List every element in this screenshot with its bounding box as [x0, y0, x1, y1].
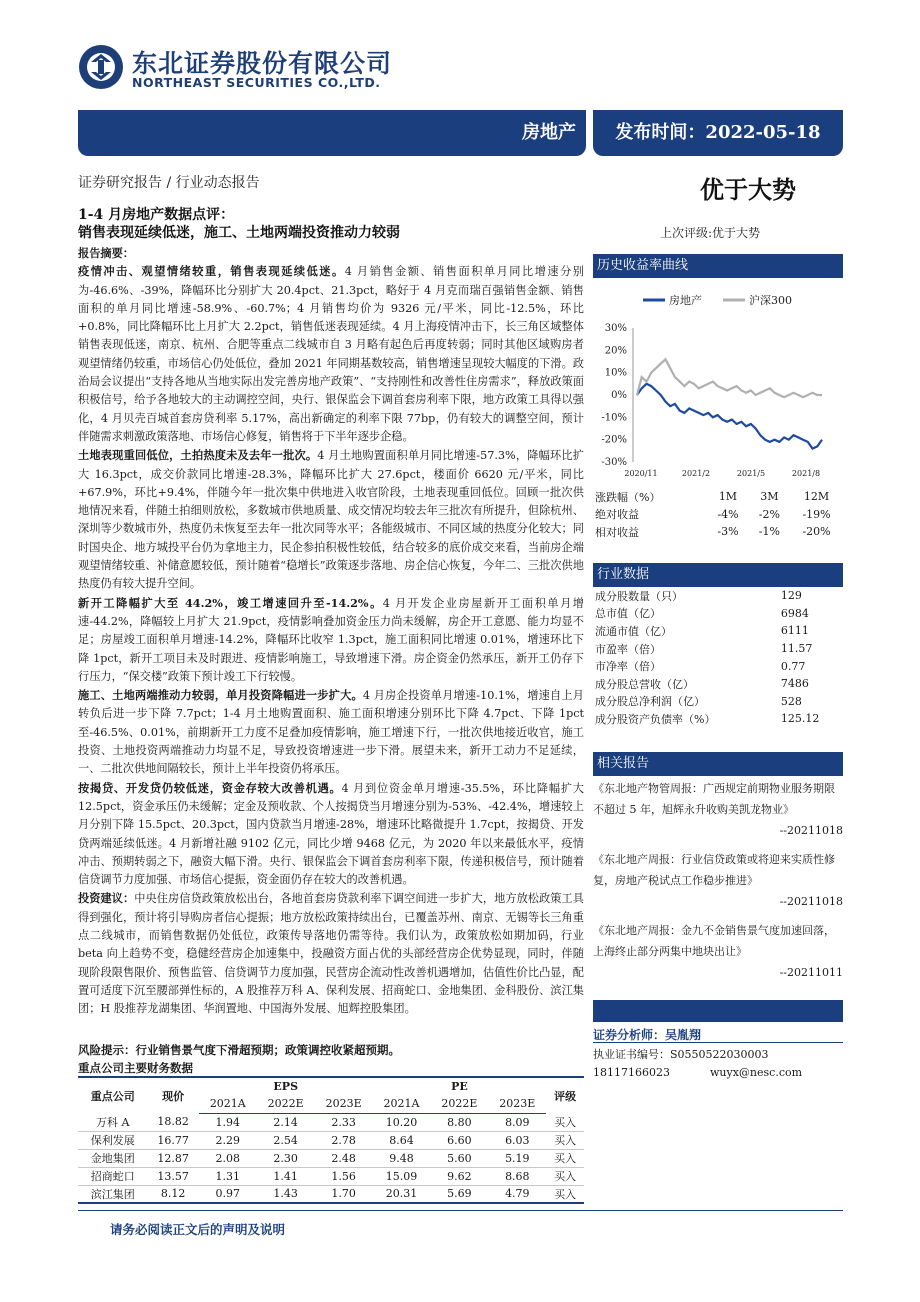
- abstract-paragraph: [78, 686, 584, 778]
- history-return-chart: [593, 282, 843, 482]
- paragraph-head: 疫情冲击、观望情绪较重，销售表现延续低迷。: [78, 264, 345, 279]
- paragraph-body: 4 月销售金额、销售面积单月同比增速分别为-46.6%、-39%，降幅环比分别扩大 20.4pct、21.3pct，略好于 4 月克而瑞百强销售金额、销售面积的单月同比增速-58.9%、-60.7%；4 月销售均价为 9326 元/平米，同比-12.5%，环比+0.8%，同比降幅环比上月扩大 2.2pct，销售低迷表现延续。4 月上海疫情冲击下，长三角区域整体销售表现低迷，南京、杭州、合肥等重点二线城市自 3 月略有起色后再度转弱；同时其他区域购房者观望情绪仍较重，市场信心仍处低位，叠加 2021 年同期基数较高，销售增速呈现较大幅度的下滑。政治局会议提出“支持各地从当地实际出发完善房地产政策”、“支持刚性和改善性住房需求”，释放政策面积极信号，给予各地较大的主动调控空间，央行、银保监会下调首套房利率下限，地方政策工具得以强化，4 月贝壳百城首套房贷利率 5.17%，高出新确定的利率下限 77bp，仍有较大的调整空间，预计伴随需求刺激政策落地、市场信心修复，销售将于下半年逐步企稳。: [78, 265, 584, 443]
- perf-cell: 绝对收益: [595, 508, 639, 522]
- pe-cell: 10.20: [373, 1113, 431, 1131]
- rating-cell: 买入: [546, 1113, 584, 1131]
- company-name: 万科 A: [78, 1113, 147, 1131]
- analyst-certificate: 执业证书编号：S0550522030003: [593, 1048, 769, 1061]
- industry-data-row: [593, 657, 843, 675]
- price-cell: 18.82: [147, 1113, 198, 1131]
- analyst-name: 证券分析师：吴胤翔: [593, 1028, 702, 1042]
- risk-warning: 风险提示：行业销售景气度下滑超预期；政策调控收紧超预期。: [78, 1043, 400, 1057]
- industry-data-label: 成分股总净利润（亿）: [595, 695, 705, 709]
- price-cell: 13.57: [147, 1167, 198, 1185]
- eps-cell: 2.29: [199, 1131, 257, 1149]
- col-year: 2021A: [199, 1095, 257, 1113]
- industry-data-row: [593, 693, 843, 711]
- financial-table: [78, 1076, 584, 1204]
- eps-cell: 2.54: [257, 1131, 315, 1149]
- company-name: 滨江集团: [78, 1185, 147, 1203]
- financial-table-body: [78, 1113, 584, 1203]
- related-report-item[interactable]: [593, 920, 843, 983]
- table-row: [78, 1167, 584, 1185]
- abstract-paragraph: [78, 446, 584, 593]
- paragraph-body: 中央住房信贷政策放松出台，各地首套房贷款利率下调空间进一步扩大，地方放松政策工具得到强化，预计将引导购房者信心提振；地方放松政策持续出台，已覆盖苏州、南京、无锡等长三角重点二线城市，而销售数据仍处低位，政策传导落地仍需等待。我们认为，政策放松如期加码，行业 beta 向上趋势不变，稳健经营房企加速集中，投融资方面占优的头部经营房企优势显现，同时，伴随现阶段限售限价、预售监管、信贷调节力度加强，民营房企流动性改善机遇增加，估值性价比凸显，配置可适度下沉至腰部弹性标的，A 股推荐万科 A、保利发展、招商蛇口、金地集团、金科股份、滨江集团；H 股推荐龙湖集团、华润置地、中国海外发展、旭辉控股集团。: [78, 892, 584, 1016]
- publish-date: 发布时间：2022-05-18: [615, 122, 821, 143]
- abstract-paragraph: [78, 262, 584, 446]
- report-abstract: [78, 244, 584, 1018]
- perf-header: 3M: [760, 490, 779, 504]
- eps-cell: 0.97: [199, 1185, 257, 1203]
- eps-cell: 2.30: [257, 1149, 315, 1167]
- col-year: 2023E: [315, 1095, 373, 1113]
- company-logo-icon: [78, 44, 124, 90]
- paragraph-head: 施工、土地两端推动力较弱，单月投资降幅进一步扩大。: [78, 688, 363, 703]
- company-name-cn: 东北证券股份有限公司: [132, 49, 393, 78]
- series-line: [637, 359, 822, 397]
- x-tick-label: 2020/11: [624, 469, 658, 478]
- perf-cell: -19%: [802, 507, 831, 521]
- paragraph-head: 新开工降幅扩大至 44.2%，竣工增速回升至-14.2%。: [78, 595, 383, 610]
- eps-cell: 2.14: [257, 1113, 315, 1131]
- industry-data-label: 成分股数量（只）: [595, 589, 683, 603]
- rating-cell: 买入: [546, 1131, 584, 1149]
- industry-data-row: [593, 710, 843, 728]
- pe-cell: 8.68: [488, 1167, 546, 1185]
- paragraph-head: 投资建议：: [78, 891, 135, 906]
- analyst-divider: [593, 1042, 843, 1043]
- eps-cell: 1.56: [315, 1167, 373, 1185]
- industry-data-body: [593, 587, 843, 728]
- abstract-paragraph: [78, 889, 584, 1018]
- company-name: 金地集团: [78, 1149, 147, 1167]
- pe-cell: 20.31: [373, 1185, 431, 1203]
- industry-data-value: 11.57: [780, 642, 813, 656]
- pe-cell: 4.79: [488, 1185, 546, 1203]
- paragraph-body: 4 月房企投资单月增速-10.1%，增速自上月转负后进一步下降 7.7pct；1-4 月土地购置面积、施工面积增速分别环比下降 4.7pct、下降 1pct 至-46.5%、0.01%，前期新开工力度不足叠加疫情影响，施工增速下行，一批次供地接近收官，施工投资、土地投资两端推动力均显不足，导致投资增速进一步下滑。展望未来，新开工动力不足延续，一、二批次供地间隔较长，预计上半年投资仍将承压。: [78, 689, 584, 776]
- eps-cell: 1.31: [199, 1167, 257, 1185]
- price-cell: 16.77: [147, 1131, 198, 1149]
- y-tick-label: -30%: [601, 457, 627, 468]
- col-year: 2022E: [430, 1095, 488, 1113]
- perf-cell: -3%: [717, 525, 739, 539]
- industry-data-table: [593, 587, 843, 728]
- industry-data-row: [593, 587, 843, 605]
- industry-data-value: 0.77: [780, 659, 806, 673]
- pe-cell: 5.69: [430, 1185, 488, 1203]
- previous-rating: 上次评级:优于大势: [660, 226, 761, 240]
- price-cell: 8.12: [147, 1185, 198, 1203]
- col-year: 2023E: [488, 1095, 546, 1113]
- perf-header: 1M: [718, 490, 738, 504]
- legend-label: 房地产: [669, 294, 702, 307]
- related-reports-list: [593, 778, 843, 991]
- performance-table: [593, 488, 843, 541]
- perf-cell: -2%: [758, 507, 780, 521]
- pe-cell: 9.62: [430, 1167, 488, 1185]
- abstract-paragraph: [78, 594, 584, 686]
- paragraph-body: 4 月到位资金单月增速-35.5%，环比降幅扩大 12.5pct，资金承压仍未缓解；定金及预收款、个人按揭贷当月增速分别为-53%、-42.4%，增速较上月分别下降 15.5pct、20.3pct，国内贷款当月增速-28%，增速环比略微提升 1.7cpt，按揭贷、开发贷两端延续低迷。4 月新增社融 9102 亿元，同比少增 9468 亿元，为 2020 年以来最低水平，疫情冲击、预期转弱之下，融资大幅下滑。央行、银保监会下调首套房利率下限，传递积极信号，预计随着信贷调节力度加强、市场信心提振，资金面仍存在较大的改善机遇。: [78, 781, 584, 887]
- disclaimer: 请务必阅读正文后的声明及说明: [110, 1222, 286, 1237]
- y-tick-label: 0%: [611, 390, 627, 401]
- abstract-heading: 报告摘要：: [78, 246, 134, 260]
- abstract-paragraph: [78, 779, 584, 890]
- eps-cell: 1.43: [257, 1185, 315, 1203]
- legend-label: 沪深300: [749, 294, 792, 307]
- industry-data-label: 总市值（亿）: [595, 607, 661, 621]
- pe-cell: 5.60: [430, 1149, 488, 1167]
- col-pe: PE: [373, 1077, 547, 1095]
- col-year: 2021A: [373, 1095, 431, 1113]
- paragraph-head: 土地表现重回低位，土拍热度未及去年一批次。: [78, 448, 318, 463]
- related-report-item[interactable]: [593, 778, 843, 841]
- pe-cell: 15.09: [373, 1167, 431, 1185]
- analyst-banner: [593, 1000, 843, 1022]
- industry-data-label: 市盈率（倍）: [595, 642, 661, 656]
- perf-cell: -4%: [717, 507, 739, 521]
- eps-cell: 2.78: [315, 1131, 373, 1149]
- table-row: [78, 1131, 584, 1149]
- industry-data-header: 行业数据: [593, 563, 843, 587]
- rating: 优于大势: [700, 175, 796, 204]
- col-eps: EPS: [199, 1077, 373, 1095]
- pe-cell: 5.19: [488, 1149, 546, 1167]
- industry-data-row: [593, 605, 843, 623]
- footer-divider: [78, 1210, 843, 1211]
- company-name: 保利发展: [78, 1131, 147, 1149]
- perf-cell: 相对收益: [595, 525, 639, 539]
- pe-cell: 6.60: [430, 1131, 488, 1149]
- eps-cell: 1.70: [315, 1185, 373, 1203]
- report-title-line1: 1-4 月房地产数据点评：: [78, 207, 235, 223]
- col-company: 重点公司: [78, 1077, 147, 1113]
- pe-cell: 8.09: [488, 1113, 546, 1131]
- paragraph-body: 4 月开发企业房屋新开工面积单月增速-44.2%，降幅较上月扩大 21.9pct，疫情影响叠加资金压力尚未缓解，房企开工意愿、能力均显不足；房屋竣工面积单月增速-14.2%，降幅环比收窄 1.3pct，施工面积同比增速 0.01%，增速环比下降 1pct，新开工项目未及时跟进、疫情影响施工，导致增速下滑。房企资金仍然承压，新开工仍存下行压力，“保交楼”政策下预计竣工下行较慢。: [78, 596, 584, 683]
- report-type: 证券研究报告 / 行业动态报告: [78, 175, 260, 191]
- related-report-title: 《东北地产周报：金九不金销售景气度加速回落，上海终止部分两集中地块出让》: [593, 924, 835, 958]
- rating-cell: 买入: [546, 1149, 584, 1167]
- eps-cell: 2.48: [315, 1149, 373, 1167]
- pe-cell: 8.80: [430, 1113, 488, 1131]
- y-tick-label: 10%: [604, 367, 627, 379]
- industry-data-value: 7486: [780, 677, 809, 691]
- analyst-email[interactable]: wuyx@nesc.com: [710, 1066, 803, 1079]
- x-tick-label: 2021/5: [736, 469, 766, 478]
- related-report-item[interactable]: [593, 849, 843, 912]
- history-return-header: 历史收益率曲线: [593, 254, 843, 278]
- related-reports-header: 相关报告: [593, 752, 843, 776]
- y-tick-label: 30%: [604, 323, 627, 334]
- perf-cell: -1%: [758, 525, 780, 539]
- industry-data-value: 129: [780, 589, 802, 603]
- perf-header: 涨跌幅（%）: [595, 490, 661, 504]
- pe-cell: 8.64: [373, 1131, 431, 1149]
- y-tick-label: 20%: [604, 345, 627, 357]
- industry-data-value: 528: [780, 694, 802, 708]
- industry-label: 房地产: [522, 122, 576, 143]
- eps-cell: 2.08: [199, 1149, 257, 1167]
- industry-data-label: 市净率（倍）: [595, 660, 661, 674]
- rating-cell: 买入: [546, 1185, 584, 1203]
- eps-cell: 2.33: [315, 1113, 373, 1131]
- pe-cell: 6.03: [488, 1131, 546, 1149]
- related-report-date: --20211011: [779, 966, 843, 979]
- x-tick-label: 2021/8: [791, 469, 821, 478]
- table-row: [78, 1149, 584, 1167]
- perf-cell: -20%: [802, 525, 831, 539]
- company-name-en: NORTHEAST SECURITIES CO.,LTD.: [132, 75, 381, 90]
- eps-cell: 1.41: [257, 1167, 315, 1185]
- related-report-title: 《东北地产周报：行业信贷政策或将迎来实质性修复，房地产税试点工作稳步推进》: [593, 853, 835, 887]
- price-cell: 12.87: [147, 1149, 198, 1167]
- related-report-date: --20211018: [779, 895, 843, 908]
- analyst-phone: 18117166023: [593, 1066, 670, 1079]
- industry-data-label: 成分股总营收（亿）: [595, 677, 694, 691]
- related-report-date: --20211018: [779, 824, 843, 837]
- related-report-title: 《东北地产物管周报：广西规定前期物业服务期限不超过 5 年，旭辉永升收购美凯龙物业》: [593, 782, 835, 816]
- industry-data-label: 成分股资产负债率（%）: [595, 712, 716, 726]
- company-name: 招商蛇口: [78, 1167, 147, 1185]
- financial-table-title: 重点公司主要财务数据: [78, 1061, 193, 1075]
- y-tick-label: -20%: [601, 434, 627, 446]
- industry-data-row: [593, 675, 843, 693]
- paragraph-body: 4 月土地购置面积单月同比增速-57.3%，降幅环比扩大 16.3pct，成交价款同比增速-28.3%，降幅环比扩大 27.6pct，楼面价 6620 元/平米，同比+67.9%，环比+9.4%，伴随今年一批次集中供地进入收官阶段，土地表现重回低位。回顾一批次供地情况来看，伴随土拍细则放松，多数城市供地质量、成交情况均较去年三批次有所提升，但除杭州、深圳等少数城市外，热度仍未恢复至去年一批次同等水平；各能级城市、不同区域的热度分化较大；同时国央企、地方城投平台仍为拿地主力，民企参拍积极性较低，结合较多的底价成交来看，当前房企端观望情绪较重、补储意愿较低，预计随着“稳增长”政策逐步落地、房企信心恢复，今年二、三批次供地热度仍有较大提升空间。: [78, 449, 584, 591]
- industry-data-label: 流通市值（亿）: [595, 624, 672, 638]
- industry-data-value: 6111: [780, 624, 809, 638]
- col-rating: 评级: [546, 1077, 584, 1113]
- industry-data-value: 6984: [780, 606, 809, 620]
- rating-cell: 买入: [546, 1167, 584, 1185]
- industry-data-row: [593, 622, 843, 640]
- table-row: [78, 1113, 584, 1131]
- y-tick-label: -10%: [601, 412, 627, 424]
- x-tick-label: 2021/2: [681, 469, 711, 478]
- report-title-line2: 销售表现延续低迷，施工、土地两端投资推动力较弱: [78, 225, 400, 241]
- perf-header: 12M: [803, 490, 830, 504]
- paragraph-head: 按揭贷、开发贷仍较低迷，资金存较大改善机遇。: [78, 780, 342, 795]
- table-row: [78, 1185, 584, 1203]
- industry-data-row: [593, 640, 843, 658]
- pe-cell: 9.48: [373, 1149, 431, 1167]
- industry-data-value: 125.12: [780, 712, 820, 726]
- col-price: 现价: [147, 1077, 198, 1113]
- col-year: 2022E: [257, 1095, 315, 1113]
- eps-cell: 1.94: [199, 1113, 257, 1131]
